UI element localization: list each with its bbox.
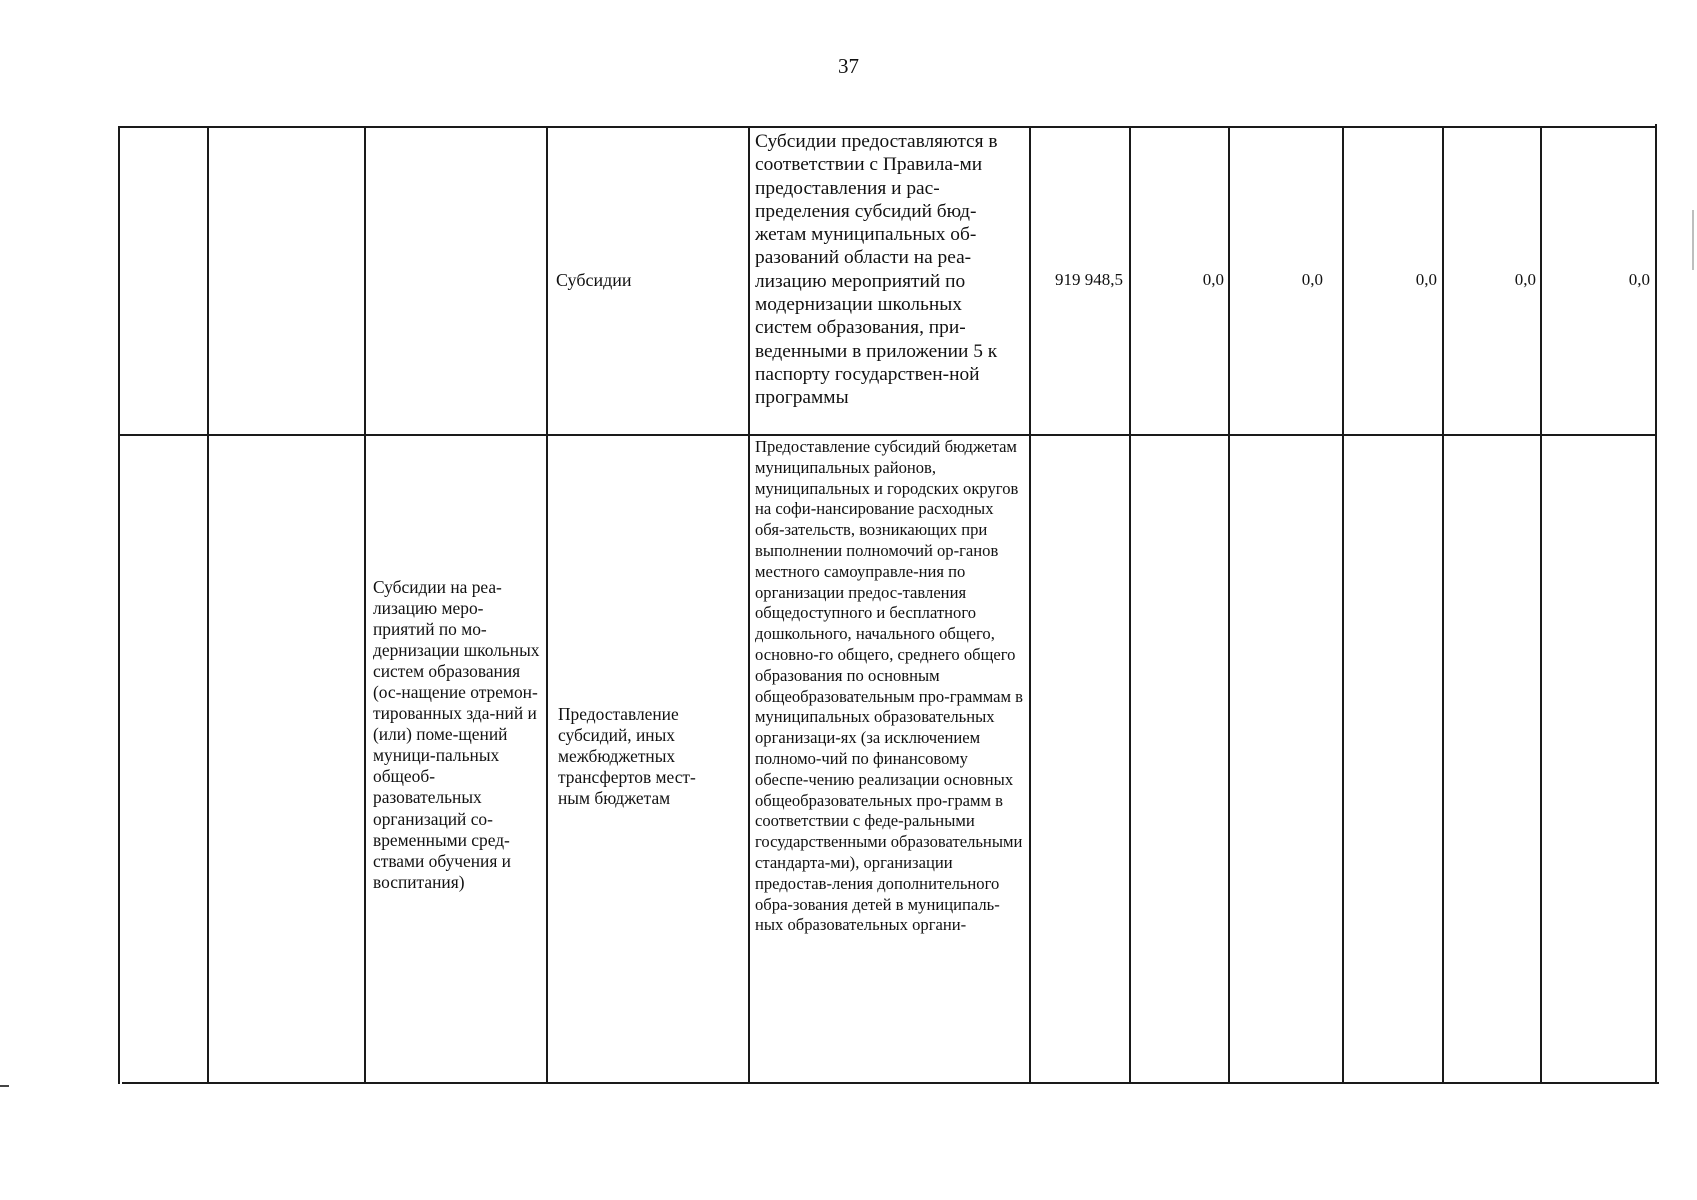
page-number: 37 xyxy=(838,54,859,78)
row1-value-1: 919 948,5 xyxy=(1055,270,1123,289)
col-line-8 xyxy=(1228,126,1230,1084)
row2-description-cell: Предоставление субсидий бюджетам муниципальных районов, муниципальных и городских округов на софи-нансирование расходных обя-зательств, возникающих при выполнении полномочий ор-ганов местного самоуправле-ния по организации предос-тавления общедоступного и бесплатного дошкольного, начального общего, основно-го общего, среднего общего образования по основным общеобразовательным про-граммам в муниципальных образовательных организаци-ях (за исключением полномо-чий по финансовому обеспе-чению реализации основных общеобразовательных про-грамм в соответствии с феде-ральными государственными образовательными стандарта-ми), организации предостав-ления дополнительного обра-зования детей в муниципаль-ных образовательных органи- xyxy=(755,437,1023,935)
col-line-6 xyxy=(1029,126,1031,1084)
row1-value-2: 0,0 xyxy=(1202,270,1224,289)
row1-value-4: 0,0 xyxy=(1415,270,1437,289)
col-line-2 xyxy=(207,126,209,1084)
row1-value-3: 0,0 xyxy=(1301,270,1323,289)
col-line-10 xyxy=(1442,126,1444,1084)
col-line-3 xyxy=(364,126,366,1084)
row1-type-cell: Субсидии xyxy=(556,270,632,290)
col-line-7 xyxy=(1129,126,1131,1084)
col-line-5 xyxy=(748,126,750,1084)
col-line-12 xyxy=(1655,124,1657,1084)
table-top-border xyxy=(118,126,1655,128)
col-line-4 xyxy=(546,126,548,1084)
row1-value-6: 0,0 xyxy=(1628,270,1650,289)
scan-mark-left xyxy=(0,1085,9,1087)
col-line-11 xyxy=(1540,126,1542,1084)
row1-description-cell: Субсидии предоставляются в соответствии с Правила-ми предоставления и рас-пределения субсидий бюд-жетам муниципальных об-разований области на реа-лизацию мероприятий по модернизации школьных систем образования, при-веденными в приложении 5 к паспорту государствен-ной программы xyxy=(755,131,998,409)
row2-event-cell: Субсидии на реа-лизацию меро-приятий по мо-дернизации школьных систем образования (ос-нащение отремон-тированных зда-ний и (или) поме-щений муници-пальных общеоб-разовательных организаций со-временными сред-ствами обучения и воспитания) xyxy=(373,577,540,892)
row1-value-5: 0,0 xyxy=(1514,270,1536,289)
scan-mark-right xyxy=(1692,210,1694,270)
table-row-divider xyxy=(118,434,1657,436)
row2-type-cell: Предоставление субсидий, иных межбюджетных трансфертов мест-ным бюджетам xyxy=(558,704,696,809)
col-line-1 xyxy=(118,126,120,1084)
table-bottom-border xyxy=(122,1082,1659,1084)
col-line-9 xyxy=(1342,126,1344,1084)
